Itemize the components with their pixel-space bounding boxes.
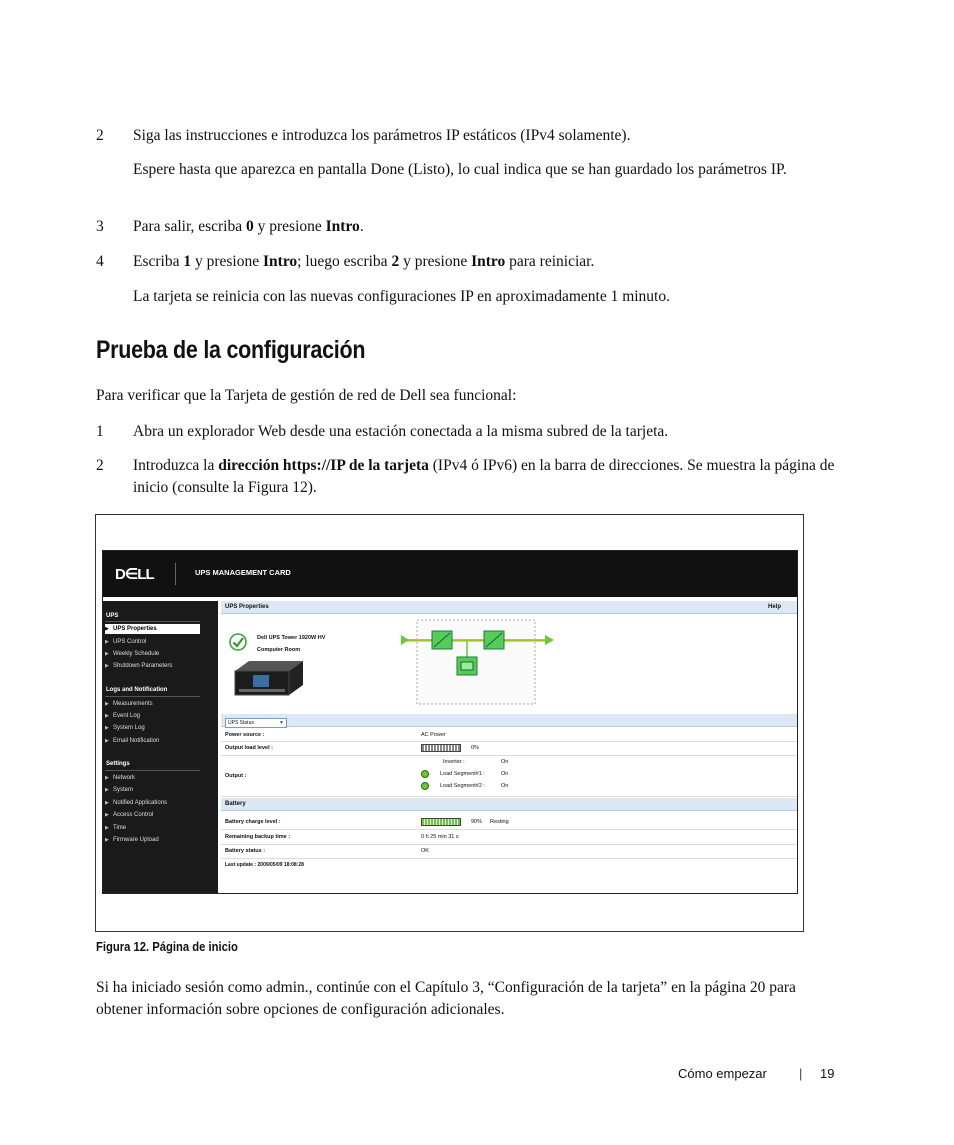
- app-title: UPS MANAGEMENT CARD: [195, 568, 291, 577]
- step-text: Escriba 1 y presione Intro; luego escriba 2 y presione Intro para reiniciar.: [133, 253, 595, 270]
- step-text: Abra un explorador Web desde una estación conectada a la misma subred de la tarjeta.: [133, 423, 669, 440]
- battery-header: Battery: [221, 798, 797, 811]
- step-number: 4: [96, 253, 104, 270]
- status-select[interactable]: UPS Status ▼: [225, 718, 287, 728]
- nav-item-notified-applications[interactable]: ▶ Notified Applications: [105, 800, 168, 806]
- step-number: 3: [96, 218, 104, 235]
- step-text: Introduzca la dirección https://IP de la tarjeta (IPv4 ó IPv6) en la barra de direcciones. Se muestra la página de inicio (consulte la Figura 12).: [133, 457, 835, 496]
- nav-section-logs: Logs and Notification: [106, 687, 168, 693]
- divider: [105, 696, 200, 697]
- last-update: Last update : 2009/05/09 18:08:28: [225, 862, 304, 868]
- row-backup-time: Remaining backup time : 0 h 25 min 31 s: [221, 831, 797, 845]
- nav-section-ups: UPS: [106, 613, 119, 619]
- footer-section: Cómo empezar: [678, 1066, 767, 1081]
- paragraph-restart: La tarjeta se reinicia con las nuevas configuraciones IP en aproximadamente 1 minuto.: [133, 288, 670, 305]
- device-location: Computer Room: [257, 647, 301, 653]
- nav-item-time[interactable]: ▶ Time: [105, 825, 127, 831]
- divider: [105, 621, 200, 622]
- nav-section-settings: Settings: [106, 761, 130, 767]
- row-battery-status: Battery status : OK: [221, 845, 797, 859]
- step-number: 2: [96, 457, 104, 474]
- footer-separator: |: [799, 1066, 803, 1081]
- web-ui-screenshot: [102, 550, 798, 894]
- load-meter: [421, 744, 461, 752]
- intro-text: Para verificar que la Tarjeta de gestión de red de Dell sea funcional:: [96, 387, 517, 404]
- panel-title-bar: [221, 601, 797, 614]
- nav-item-weekly-schedule[interactable]: ▶ Weekly Schedule: [105, 651, 160, 657]
- ups-flow-diagram: [397, 617, 557, 705]
- nav-item-firmware-upload[interactable]: ▶ Firmware Upload: [105, 837, 159, 843]
- nav-item-measurements[interactable]: ▶ Measurements: [105, 701, 153, 707]
- row-power-source: Power source : AC Power: [221, 729, 797, 742]
- help-link[interactable]: Help: [767, 604, 781, 610]
- step-text: Para salir, escriba 0 y presione Intro.: [133, 218, 364, 235]
- status-select-bar: [221, 714, 797, 727]
- paragraph-done: Espere hasta que aparezca en pantalla Done (Listo), lo cual indica que se han guardado los parámetros IP.: [133, 161, 787, 178]
- nav-item-access-control[interactable]: ▶ Access Control: [105, 812, 154, 818]
- section-heading: Prueba de la configuración: [96, 336, 366, 364]
- row-output-load: Output load level : 0%: [221, 742, 797, 756]
- row-output: Output : Inverter : On Load Segment#1 : On Load Segment#2 : On: [221, 756, 797, 797]
- nav-item-ups-control[interactable]: ▶ UPS Control: [105, 639, 147, 645]
- device-name: Dell UPS Tower 1920W HV: [257, 635, 326, 641]
- nav-item-network[interactable]: ▶ Network: [105, 775, 136, 781]
- main-panel: [221, 601, 797, 893]
- header-banner: [103, 551, 797, 597]
- nav-item-event-log[interactable]: ▶ Event Log: [105, 713, 141, 719]
- divider: [105, 770, 200, 771]
- status-ok-icon: [229, 633, 247, 651]
- nav-item-system-log[interactable]: ▶ System Log: [105, 725, 145, 731]
- nav-item-email-notification[interactable]: ▶ Email Notification: [105, 738, 160, 744]
- panel-title: UPS Properties: [225, 604, 269, 610]
- step-number: 1: [96, 423, 104, 440]
- chevron-down-icon: ▼: [279, 720, 284, 726]
- nav-item-shutdown-parameters[interactable]: ▶ Shutdown Parameters: [105, 663, 173, 669]
- closing-paragraph: Si ha iniciado sesión como admin., continúe con el Capítulo 3, “Configuración de la tarjeta” en la página 20 para obtener información sobre opciones de configuración adicionales.: [96, 979, 796, 1018]
- nav-item-ups-properties[interactable]: ▶ UPS Properties: [105, 624, 200, 634]
- segment-status-icon: [421, 782, 429, 790]
- page-number: 19: [820, 1066, 835, 1081]
- divider: [175, 563, 176, 585]
- charge-meter: [421, 818, 461, 826]
- row-charge-level: Battery charge level : 90% Resting: [221, 816, 797, 830]
- step-number: 2: [96, 127, 104, 144]
- segment-status-icon: [421, 770, 429, 778]
- left-navigation: [103, 601, 218, 893]
- nav-item-system[interactable]: ▶ System: [105, 787, 134, 793]
- figure-caption: Figura 12. Página de inicio: [96, 940, 238, 954]
- dell-logo: D∈LL: [115, 566, 154, 583]
- ups-device-image: [229, 659, 305, 699]
- step-text: Siga las instrucciones e introduzca los parámetros IP estáticos (IPv4 solamente).: [133, 127, 631, 144]
